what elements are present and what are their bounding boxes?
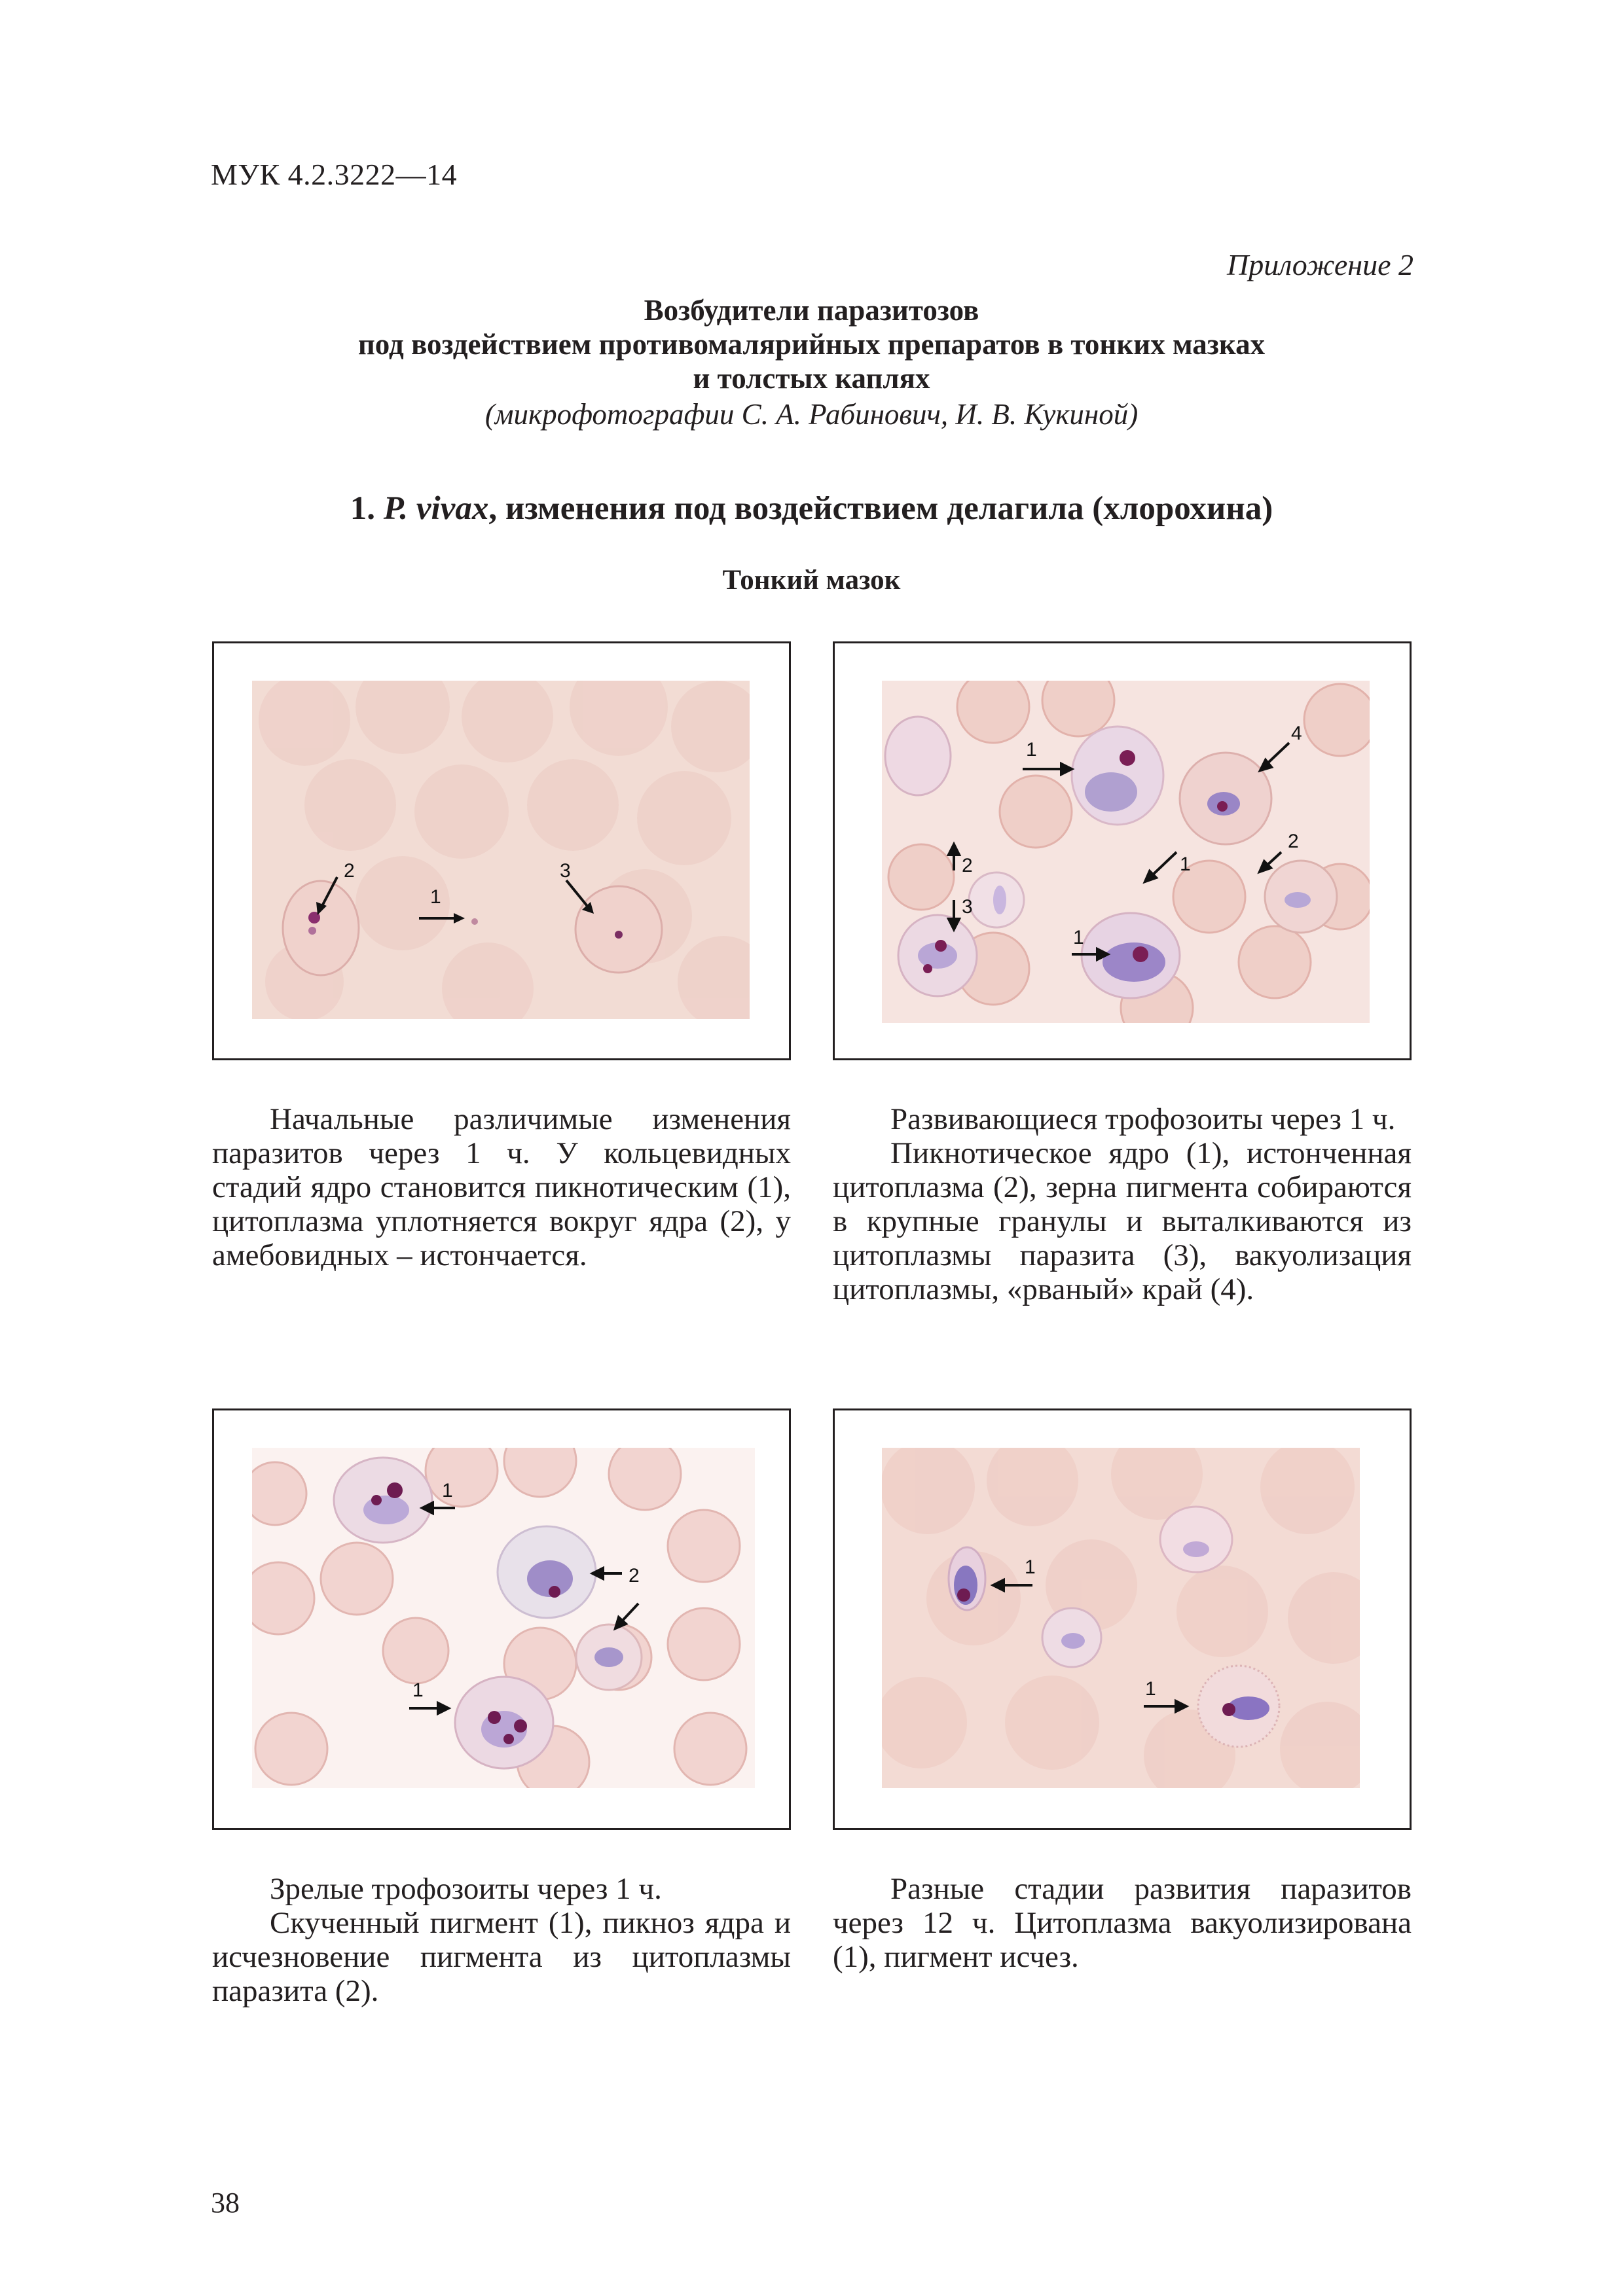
figure-2-label-2-left: 2 (962, 855, 973, 876)
figure-3-caption-text: Скученный пигмент (1), пикноз ядра и исчезновение пигмента из цитоплазмы паразита (2). (212, 1906, 791, 2008)
page-number: 38 (211, 2187, 240, 2219)
figure-2-frame (833, 641, 1412, 1060)
figure-3-label-1-bottom: 1 (412, 1679, 424, 1701)
figure-2-caption-text: Пикнотическое ядро (1), истонченная цитоплазма (2), зерна пигмента собираются в крупные гранулы и выталкиваются из цитоплазмы паразита (3), вакуолизация цитоплазмы, «рваный» край (4). (833, 1136, 1412, 1306)
figure-1-label-3: 3 (560, 860, 571, 882)
appendix-label: Приложение 2 (1226, 248, 1413, 281)
figure-4-label-1-top: 1 (1025, 1556, 1036, 1578)
figure-1-frame (212, 641, 791, 1060)
figure-4-caption-text: Разные стадии развития паразитов через 12 ч. Цитоплазма вакуолизирована (1), пигмент исчез. (833, 1872, 1412, 1974)
figure-1-caption (212, 1102, 791, 1272)
subsection-heading: Тонкий мазок (722, 565, 901, 596)
figure-2-label-3: 3 (962, 896, 973, 918)
title-line-1: Возбудители паразитозов (644, 294, 979, 327)
figure-2-label-4: 4 (1291, 723, 1302, 744)
figure-3-micrograph (252, 1448, 755, 1788)
figure-2-label-1: 1 (1026, 739, 1037, 761)
figure-1-label-1: 1 (430, 886, 441, 908)
figure-3-label-1-top: 1 (442, 1480, 453, 1501)
section-heading-rest: , изменения под воздействием делагила (хлорохина) (488, 490, 1273, 527)
figure-2-caption (833, 1102, 1412, 1306)
section-number: 1. (350, 490, 376, 527)
figure-4-label-1-bottom: 1 (1145, 1678, 1156, 1700)
figure-2-label-1-bottom: 1 (1073, 927, 1084, 948)
figure-2-label-1-center: 1 (1180, 853, 1191, 875)
figure-3-frame (212, 1408, 791, 1830)
document-code: МУК 4.2.3222—14 (211, 158, 458, 191)
figure-2-label-2-right: 2 (1288, 831, 1299, 852)
title-line-3: и толстых каплях (693, 362, 930, 395)
photo-credits: (микрофотографии С. А. Рабинович, И. В. Кукиной) (484, 398, 1139, 431)
figure-3-caption-title: Зрелые трофозоиты через 1 ч. (270, 1872, 662, 1906)
figure-1-label-2: 2 (344, 860, 355, 882)
figure-1-micrograph (252, 681, 750, 1019)
section-heading (0, 490, 1623, 528)
figure-4-frame (833, 1408, 1412, 1830)
figure-3-caption (212, 1872, 791, 2008)
figure-1-caption-text: Начальные различимые изменения паразитов через 1 ч. У кольцевидных стадий ядро становится пикнотическим (1), цитоплазма уплотняется вокруг ядра (2), у амебовидных – истончается. (212, 1102, 791, 1272)
figure-2-micrograph (882, 681, 1370, 1023)
title-block (0, 293, 1623, 433)
figure-2-caption-title: Развивающиеся трофозоиты через 1 ч. (890, 1102, 1396, 1136)
title-line-2: под воздействием противомалярийных препаратов в тонких мазках (357, 328, 1266, 361)
figure-4-caption (833, 1872, 1412, 1974)
species-name: P. vivax (383, 490, 489, 527)
figure-4-micrograph (882, 1448, 1360, 1788)
figure-3-label-2: 2 (629, 1565, 640, 1587)
